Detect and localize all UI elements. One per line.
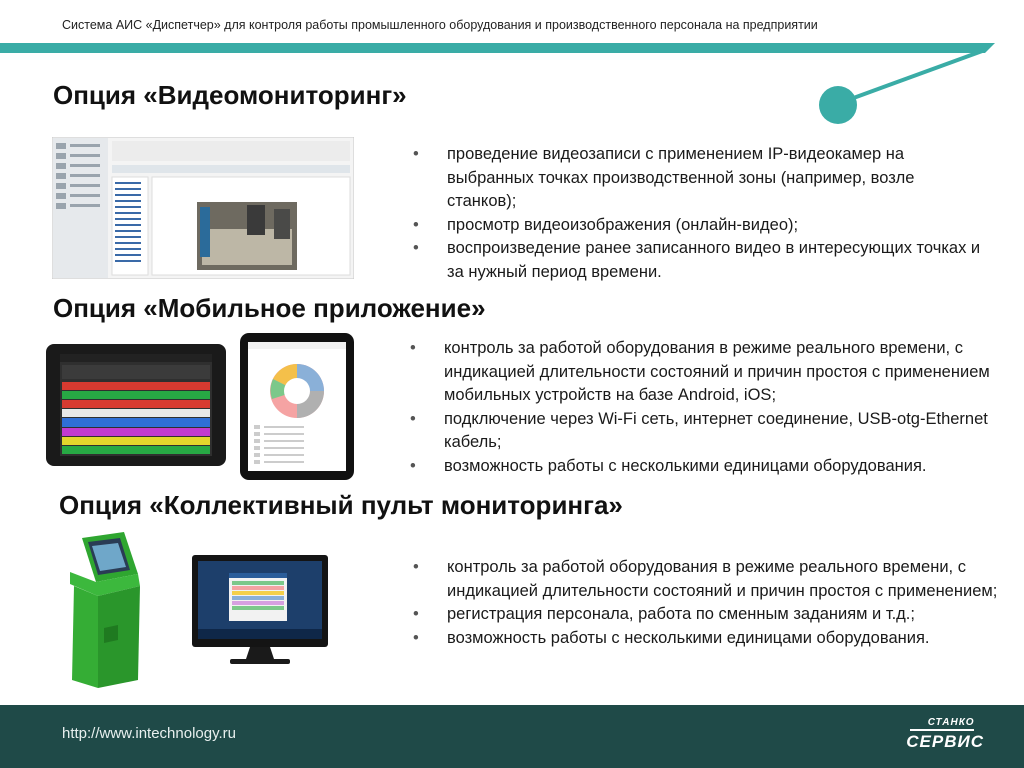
list-item: • возможность работы с несколькими единицами оборудования. <box>413 627 1003 651</box>
list-item: • контроль за работой оборудования в режиме реального времени, с индикацией длительности состояний и причин простоя с применением мобильных устройств на базе Android, iOS; <box>410 337 1015 408</box>
list-item: • подключение через Wi-Fi сеть, интернет соединение, USB-otg-Ethernet кабель; <box>410 408 1015 455</box>
header-title: Система АИС «Диспетчер» для контроля работы промышленного оборудования и производственного персонала на предприятии <box>62 18 818 32</box>
stripe-pin <box>819 86 857 124</box>
list-item: • контроль за работой оборудования в режиме реального времени, с индикацией длительности состояний и причин простоя с применением; <box>413 556 1003 603</box>
heading-video: Опция «Видеомониторинг» <box>53 80 407 110</box>
logo-swoosh <box>910 729 974 731</box>
stanko-servis-logo <box>906 717 984 752</box>
stripe-line <box>848 50 985 100</box>
android-tablet-image <box>46 344 226 466</box>
video-monitoring-screenshot <box>52 137 354 279</box>
list-item: • возможность работы с несколькими единицами оборудования. <box>410 455 1015 479</box>
panel-bullet-list <box>413 556 1003 650</box>
logo-bottom-text: СЕРВИС <box>906 732 984 751</box>
monitor-image <box>192 555 328 667</box>
footer-link[interactable]: http://www.intechnology.ru <box>62 725 236 742</box>
heading-mobile: Опция «Мобильное приложение» <box>53 293 486 323</box>
list-item: • проведение видеозаписи с применением IP-видеокамер на выбранных точках производственной зоны (например, возле станков); <box>413 143 983 214</box>
footer-bar <box>0 705 1024 768</box>
stripe-bar <box>0 43 995 53</box>
logo-top-text: СТАНКО <box>927 717 975 728</box>
list-item: • регистрация персонала, работа по сменным заданиям и т.д.; <box>413 603 1003 627</box>
mobile-bullet-list <box>410 337 1015 478</box>
decorative-stripe <box>0 0 1024 140</box>
list-item: • просмотр видеоизображения (онлайн-видео); <box>413 214 983 238</box>
ipad-image <box>240 333 354 480</box>
heading-panel: Опция «Коллективный пульт мониторинга» <box>59 490 623 520</box>
list-item: • воспроизведение ранее записанного видео в интересующих точках и за нужный период времени. <box>413 237 983 284</box>
video-bullet-list <box>413 143 983 284</box>
kiosk-image <box>64 530 146 692</box>
